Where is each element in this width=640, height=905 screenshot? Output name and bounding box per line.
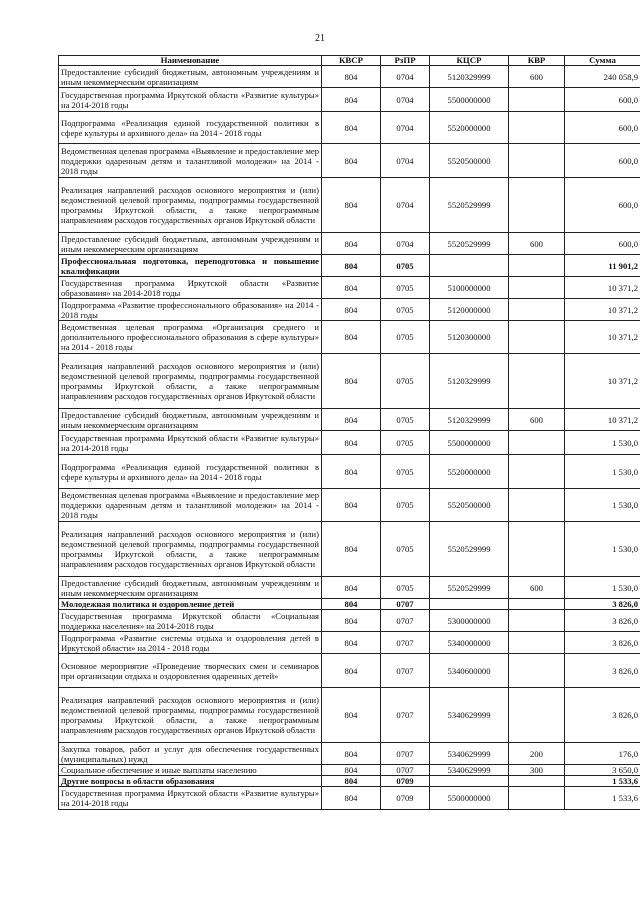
row-rzpr-cell: 0705 bbox=[381, 577, 430, 599]
row-kvsr-cell: 804 bbox=[322, 489, 381, 522]
row-kvr-cell bbox=[509, 776, 565, 787]
row-kvsr-cell: 804 bbox=[322, 431, 381, 455]
table-row bbox=[59, 431, 640, 455]
row-kcsr-cell: 5120329999 bbox=[430, 409, 509, 431]
row-kvsr-cell: 804 bbox=[322, 610, 381, 632]
row-sum-cell: 600,0 bbox=[565, 233, 640, 255]
row-kvsr-cell: 804 bbox=[322, 144, 381, 178]
row-sum-cell: 1 533,6 bbox=[565, 787, 640, 810]
row-kvsr-cell: 804 bbox=[322, 654, 381, 688]
row-kcsr-cell: 5300000000 bbox=[430, 610, 509, 632]
row-name-cell: Предоставление субсидий бюджетным, автономным учреждениям и иным некоммерческим организациям bbox=[59, 409, 322, 431]
row-kvsr-cell: 804 bbox=[322, 88, 381, 112]
row-name-cell: Реализация направлений расходов основного мероприятия и (или) ведомственной целевой программы, подпрограммы государственной программы Иркутской области, а также непрограммным направлениям расходов государственных органов Иркутской области bbox=[59, 178, 322, 233]
row-rzpr-cell: 0705 bbox=[381, 255, 430, 277]
table-row bbox=[59, 599, 640, 610]
row-sum-cell: 176,0 bbox=[565, 743, 640, 765]
row-kvsr-cell: 804 bbox=[322, 743, 381, 765]
row-rzpr-cell: 0707 bbox=[381, 610, 430, 632]
table-row bbox=[59, 577, 640, 599]
row-kcsr-cell bbox=[430, 599, 509, 610]
row-kvr-cell bbox=[509, 299, 565, 321]
row-name-cell: Подпрограмма «Реализация единой государственной политики в сфере культуры и архивного дела» на 2014 - 2018 годы bbox=[59, 112, 322, 144]
row-kcsr-cell: 5520500000 bbox=[430, 489, 509, 522]
table-row bbox=[59, 654, 640, 688]
row-name-cell: Подпрограмма «Развитие профессионального образования» на 2014 - 2018 годы bbox=[59, 299, 322, 321]
table-row bbox=[59, 455, 640, 489]
table-header-row bbox=[59, 56, 640, 66]
row-kcsr-cell: 5340629999 bbox=[430, 688, 509, 743]
row-kcsr-cell: 5520000000 bbox=[430, 112, 509, 144]
row-kvr-cell bbox=[509, 489, 565, 522]
row-rzpr-cell: 0704 bbox=[381, 144, 430, 178]
row-kcsr-cell: 5340600000 bbox=[430, 654, 509, 688]
table-row bbox=[59, 765, 640, 776]
table-row bbox=[59, 88, 640, 112]
table-row bbox=[59, 255, 640, 277]
row-kcsr-cell: 5520529999 bbox=[430, 522, 509, 577]
row-kvsr-cell: 804 bbox=[322, 354, 381, 409]
row-kvr-cell bbox=[509, 787, 565, 810]
row-kcsr-cell: 5520000000 bbox=[430, 455, 509, 489]
row-sum-cell: 600,0 bbox=[565, 144, 640, 178]
row-kcsr-cell: 5520529999 bbox=[430, 577, 509, 599]
row-rzpr-cell: 0705 bbox=[381, 354, 430, 409]
table-row bbox=[59, 354, 640, 409]
row-sum-cell: 3 826,0 bbox=[565, 654, 640, 688]
row-kvr-cell bbox=[509, 431, 565, 455]
table-row bbox=[59, 688, 640, 743]
row-sum-cell: 10 371,2 bbox=[565, 299, 640, 321]
table-row bbox=[59, 144, 640, 178]
row-kvr-cell bbox=[509, 522, 565, 577]
row-rzpr-cell: 0707 bbox=[381, 632, 430, 654]
row-kcsr-cell: 5340000000 bbox=[430, 632, 509, 654]
row-name-cell: Подпрограмма «Реализация единой государственной политики в сфере культуры и архивного дела» на 2014 - 2018 годы bbox=[59, 455, 322, 489]
row-sum-cell: 10 371,2 bbox=[565, 277, 640, 299]
row-kvsr-cell: 804 bbox=[322, 299, 381, 321]
row-sum-cell: 1 530,0 bbox=[565, 455, 640, 489]
row-kvsr-cell: 804 bbox=[322, 277, 381, 299]
row-name-cell: Реализация направлений расходов основного мероприятия и (или) ведомственной целевой программы, подпрограммы государственной программы Иркутской области, а также непрограммным направлениям расходов государственных органов Иркутской области bbox=[59, 688, 322, 743]
row-name-cell: Государственная программа Иркутской области «Развитие культуры» на 2014-2018 годы bbox=[59, 787, 322, 810]
row-kvsr-cell: 804 bbox=[322, 409, 381, 431]
row-kcsr-cell: 5520529999 bbox=[430, 178, 509, 233]
row-kvr-cell bbox=[509, 654, 565, 688]
table-row bbox=[59, 178, 640, 233]
row-sum-cell: 3 650,0 bbox=[565, 765, 640, 776]
row-name-cell: Предоставление субсидий бюджетным, автономным учреждениям и иным некоммерческим организациям bbox=[59, 233, 322, 255]
row-kcsr-cell: 5120300000 bbox=[430, 321, 509, 354]
row-rzpr-cell: 0705 bbox=[381, 299, 430, 321]
row-sum-cell: 10 371,2 bbox=[565, 321, 640, 354]
row-kvsr-cell: 804 bbox=[322, 577, 381, 599]
table-row bbox=[59, 632, 640, 654]
row-kvr-cell bbox=[509, 599, 565, 610]
row-rzpr-cell: 0704 bbox=[381, 178, 430, 233]
row-name-cell: Реализация направлений расходов основного мероприятия и (или) ведомственной целевой программы, подпрограммы государственной программы Иркутской области, а также непрограммным направлениям расходов государственных органов Иркутской области bbox=[59, 522, 322, 577]
column-header-kvr: КВР bbox=[509, 56, 565, 66]
row-sum-cell: 1 530,0 bbox=[565, 577, 640, 599]
row-name-cell: Основное мероприятие «Проведение творческих смен и семинаров при организации отдыха и оздоровления одаренных детей» bbox=[59, 654, 322, 688]
row-kcsr-cell: 5340629999 bbox=[430, 743, 509, 765]
row-sum-cell: 3 826,0 bbox=[565, 599, 640, 610]
row-kvsr-cell: 804 bbox=[322, 321, 381, 354]
row-name-cell: Профессиональная подготовка, переподготовка и повышение квалификации bbox=[59, 255, 322, 277]
row-name-cell: Государственная программа Иркутской области «Развитие культуры» на 2014-2018 годы bbox=[59, 88, 322, 112]
row-kcsr-cell: 5120000000 bbox=[430, 299, 509, 321]
row-kvsr-cell: 804 bbox=[322, 765, 381, 776]
row-kvsr-cell: 804 bbox=[322, 522, 381, 577]
row-rzpr-cell: 0705 bbox=[381, 409, 430, 431]
row-rzpr-cell: 0705 bbox=[381, 522, 430, 577]
row-rzpr-cell: 0705 bbox=[381, 321, 430, 354]
column-header-kcsr: КЦСР bbox=[430, 56, 509, 66]
row-kvsr-cell: 804 bbox=[322, 255, 381, 277]
row-kcsr-cell bbox=[430, 255, 509, 277]
budget-table bbox=[58, 55, 640, 810]
row-sum-cell: 600,0 bbox=[565, 112, 640, 144]
row-sum-cell: 1 530,0 bbox=[565, 489, 640, 522]
row-kvr-cell bbox=[509, 354, 565, 409]
row-sum-cell: 10 371,2 bbox=[565, 409, 640, 431]
row-kcsr-cell: 5500000000 bbox=[430, 88, 509, 112]
row-kvsr-cell: 804 bbox=[322, 233, 381, 255]
row-rzpr-cell: 0704 bbox=[381, 112, 430, 144]
row-kvr-cell bbox=[509, 688, 565, 743]
row-kvsr-cell: 804 bbox=[322, 66, 381, 88]
row-rzpr-cell: 0707 bbox=[381, 599, 430, 610]
row-name-cell: Реализация направлений расходов основного мероприятия и (или) ведомственной целевой программы, подпрограммы государственной программы Иркутской области, а также непрограммным направлениям расходов государственных органов Иркутской области bbox=[59, 354, 322, 409]
row-rzpr-cell: 0707 bbox=[381, 765, 430, 776]
row-rzpr-cell: 0705 bbox=[381, 277, 430, 299]
page-number: 21 bbox=[315, 33, 325, 44]
table-row bbox=[59, 299, 640, 321]
row-rzpr-cell: 0709 bbox=[381, 787, 430, 810]
table-row bbox=[59, 489, 640, 522]
column-header-name: Наименование bbox=[59, 56, 322, 66]
table-body bbox=[59, 66, 640, 810]
row-name-cell: Ведомственная целевая программа «Выявление и предоставление мер поддержки одаренным детям и талантливой молодежи» на 2014 - 2018 годы bbox=[59, 489, 322, 522]
table-row bbox=[59, 743, 640, 765]
row-kvsr-cell: 804 bbox=[322, 178, 381, 233]
row-rzpr-cell: 0707 bbox=[381, 688, 430, 743]
table-row bbox=[59, 522, 640, 577]
row-kvsr-cell: 804 bbox=[322, 112, 381, 144]
row-name-cell: Ведомственная целевая программа «Выявление и предоставление мер поддержки одаренным детям и талантливой молодежи» на 2014 - 2018 годы bbox=[59, 144, 322, 178]
row-name-cell: Другие вопросы в области образования bbox=[59, 776, 322, 787]
row-kvr-cell: 600 bbox=[509, 66, 565, 88]
row-kcsr-cell: 5340629999 bbox=[430, 765, 509, 776]
table-row bbox=[59, 787, 640, 810]
row-kvr-cell: 300 bbox=[509, 765, 565, 776]
row-rzpr-cell: 0704 bbox=[381, 66, 430, 88]
row-rzpr-cell: 0707 bbox=[381, 743, 430, 765]
row-name-cell: Социальное обеспечение и иные выплаты населению bbox=[59, 765, 322, 776]
row-kvsr-cell: 804 bbox=[322, 632, 381, 654]
row-sum-cell: 1 533,6 bbox=[565, 776, 640, 787]
row-kvr-cell: 600 bbox=[509, 233, 565, 255]
row-name-cell: Предоставление субсидий бюджетным, автономным учреждениям и иным некоммерческим организациям bbox=[59, 66, 322, 88]
table-row bbox=[59, 776, 640, 787]
row-kvr-cell: 200 bbox=[509, 743, 565, 765]
column-header-sum: Сумма bbox=[565, 56, 640, 66]
row-kvr-cell bbox=[509, 178, 565, 233]
row-kcsr-cell: 5500000000 bbox=[430, 431, 509, 455]
row-sum-cell: 1 530,0 bbox=[565, 522, 640, 577]
table-row bbox=[59, 112, 640, 144]
row-rzpr-cell: 0709 bbox=[381, 776, 430, 787]
row-sum-cell: 240 058,9 bbox=[565, 66, 640, 88]
row-rzpr-cell: 0707 bbox=[381, 654, 430, 688]
row-kvr-cell bbox=[509, 255, 565, 277]
row-name-cell: Подпрограмма «Развитие системы отдыха и оздоровления детей в Иркутской области» на 2014 - 2018 годы bbox=[59, 632, 322, 654]
row-kvr-cell: 600 bbox=[509, 577, 565, 599]
row-sum-cell: 3 826,0 bbox=[565, 688, 640, 743]
row-rzpr-cell: 0704 bbox=[381, 88, 430, 112]
table-row bbox=[59, 321, 640, 354]
row-sum-cell: 600,0 bbox=[565, 88, 640, 112]
row-name-cell: Молодежная политика и оздоровление детей bbox=[59, 599, 322, 610]
row-name-cell: Ведомственная целевая программа «Организация среднего и дополнительного профессионального образования в сфере культуры» на 2014 - 2018 годы bbox=[59, 321, 322, 354]
row-sum-cell: 11 901,2 bbox=[565, 255, 640, 277]
table-row bbox=[59, 66, 640, 88]
table-row bbox=[59, 233, 640, 255]
column-header-rzpr: РзПР bbox=[381, 56, 430, 66]
column-header-kvsr: КВСР bbox=[322, 56, 381, 66]
row-kvsr-cell: 804 bbox=[322, 787, 381, 810]
row-kcsr-cell: 5120329999 bbox=[430, 354, 509, 409]
row-kvr-cell bbox=[509, 632, 565, 654]
row-kcsr-cell: 5520529999 bbox=[430, 233, 509, 255]
table-row bbox=[59, 409, 640, 431]
row-kcsr-cell: 5500000000 bbox=[430, 787, 509, 810]
row-kcsr-cell: 5100000000 bbox=[430, 277, 509, 299]
row-kvsr-cell: 804 bbox=[322, 776, 381, 787]
row-kcsr-cell bbox=[430, 776, 509, 787]
row-sum-cell: 10 371,2 bbox=[565, 354, 640, 409]
row-rzpr-cell: 0704 bbox=[381, 233, 430, 255]
row-kvr-cell bbox=[509, 321, 565, 354]
row-name-cell: Государственная программа Иркутской области «Социальная поддержка населения» на 2014-2018 годы bbox=[59, 610, 322, 632]
row-name-cell: Государственная программа Иркутской области «Развитие образования» на 2014-2018 годы bbox=[59, 277, 322, 299]
row-kvr-cell bbox=[509, 88, 565, 112]
row-rzpr-cell: 0705 bbox=[381, 455, 430, 489]
row-rzpr-cell: 0705 bbox=[381, 431, 430, 455]
row-sum-cell: 1 530,0 bbox=[565, 431, 640, 455]
row-sum-cell: 3 826,0 bbox=[565, 632, 640, 654]
row-kcsr-cell: 5520500000 bbox=[430, 144, 509, 178]
row-kvr-cell bbox=[509, 455, 565, 489]
table-row bbox=[59, 610, 640, 632]
row-kvr-cell bbox=[509, 610, 565, 632]
row-kvsr-cell: 804 bbox=[322, 599, 381, 610]
row-kvr-cell bbox=[509, 144, 565, 178]
row-name-cell: Предоставление субсидий бюджетным, автономным учреждениям и иным некоммерческим организациям bbox=[59, 577, 322, 599]
row-kvr-cell: 600 bbox=[509, 409, 565, 431]
table-row bbox=[59, 277, 640, 299]
row-kvr-cell bbox=[509, 277, 565, 299]
row-kvsr-cell: 804 bbox=[322, 688, 381, 743]
row-name-cell: Закупка товаров, работ и услуг для обеспечения государственных (муниципальных) нужд bbox=[59, 743, 322, 765]
row-kvsr-cell: 804 bbox=[322, 455, 381, 489]
row-kvr-cell bbox=[509, 112, 565, 144]
row-sum-cell: 3 826,0 bbox=[565, 610, 640, 632]
row-rzpr-cell: 0705 bbox=[381, 489, 430, 522]
row-name-cell: Государственная программа Иркутской области «Развитие культуры» на 2014-2018 годы bbox=[59, 431, 322, 455]
row-kcsr-cell: 5120329999 bbox=[430, 66, 509, 88]
row-sum-cell: 600,0 bbox=[565, 178, 640, 233]
